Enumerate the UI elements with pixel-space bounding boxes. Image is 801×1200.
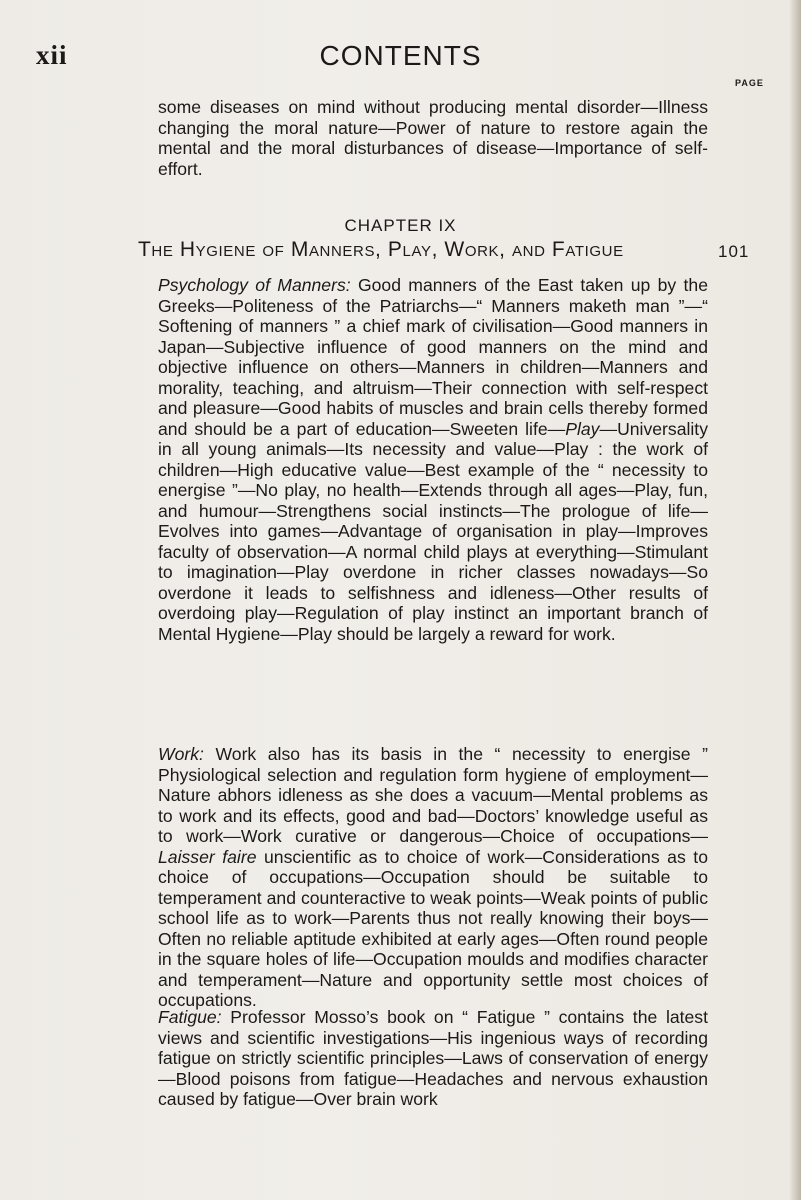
page-header xyxy=(0,30,801,70)
manners-text: Good manners of the East taken up by the Greeks—Politeness of the Patriarchs—“ Manners maketh man ”—“ Softening of manners ” a chief mark of civilisation—Good manners in Japan—Subjective influence of good manners on the mind and objective influence on others—Manners in children—Manners and morality, teaching, and altruism—Their connection with self-respect and pleasure—Good habits of muscles and brain cells thereby formed and should be a part of education—Sweeten life— xyxy=(158,275,708,439)
page-number: xii xyxy=(36,40,68,70)
chapter-number: CHAPTER IX xyxy=(344,216,457,235)
laisser-faire: Laisser faire xyxy=(158,846,257,867)
play-text: —Universality in all young animals—Its necessity and value—Play : the work of children—High educative value—Best example of the “ necessity to energise ”—No play, no health—Extends through all ages—Play, fun, and humour—Strengthens social instincts—The prologue of life—Evolves into games—Advantage of organisation in play—Improves faculty of observation—A normal child plays at everything—Stimulant to imagination—Play overdone in richer classes nowadays—So overdone it leads to selfishness and idleness—Other results of overdoing play—Regulation of play instinct an important branch of Mental Hygiene—Play should be largely a reward for work. xyxy=(158,418,708,644)
work-text-1: Work also has its basis in the “ necessity to energise ” Physiological selection and regulation form hygiene of employment—Nature abhors idleness as she does a vacuum—Mental problems as to work and its effects, good and bad—Doctors’ knowledge useful as to work—Work curative or dangerous—Choice of occupations— xyxy=(158,744,708,846)
section-manners-play xyxy=(158,275,708,644)
page-column-label: PAGE xyxy=(735,78,764,88)
manners-lead: Psychology of Manners: xyxy=(158,275,351,295)
section-work xyxy=(158,744,708,1011)
work-lead: Work: xyxy=(158,744,204,764)
running-head: CONTENTS xyxy=(319,40,482,71)
fatigue-lead: Fatigue: xyxy=(158,1007,222,1027)
chapter-page-number: 101 xyxy=(718,242,750,261)
section-fatigue xyxy=(158,1007,708,1110)
manners-play-paragraph xyxy=(158,275,708,644)
continued-text: some diseases on mind without producing mental disorder—Illness changing the moral nature—Power of nature to restore again the mental and the moral disturbances of disease—Importance of self-effort. xyxy=(158,97,708,179)
fatigue-text: Professor Mosso’s book on “ Fatigue ” contains the latest views and scientific investigations—His ingenious ways of recording fatigue on strictly scientific principles—Laws of conservation of energy—Blood poisons from fatigue—Headaches and nervous exhaustion caused by fatigue—Over brain work xyxy=(158,1007,708,1109)
fatigue-paragraph xyxy=(158,1007,708,1110)
page-edge-shadow xyxy=(789,0,801,1200)
play-label: Play xyxy=(565,418,600,439)
work-paragraph xyxy=(158,744,708,1011)
work-text-2: unscientific as to choice of work—Considerations as to choice of occupations—Occupation should be suitable to temperament and counteractive to weak points—Weak points of public school life as to work—Parents thus not really knowing their boys—Often no reliable aptitude exhibited at early ages—Often round people in the square holes of life—Occupation moulds and modifies character and temperament—Nature and opportunity settle most choices of occupations. xyxy=(158,846,708,1010)
chapter-title: The Hygiene of Manners, Play, Work, and Fatigue xyxy=(138,238,624,261)
continued-chapter-summary xyxy=(158,97,708,179)
